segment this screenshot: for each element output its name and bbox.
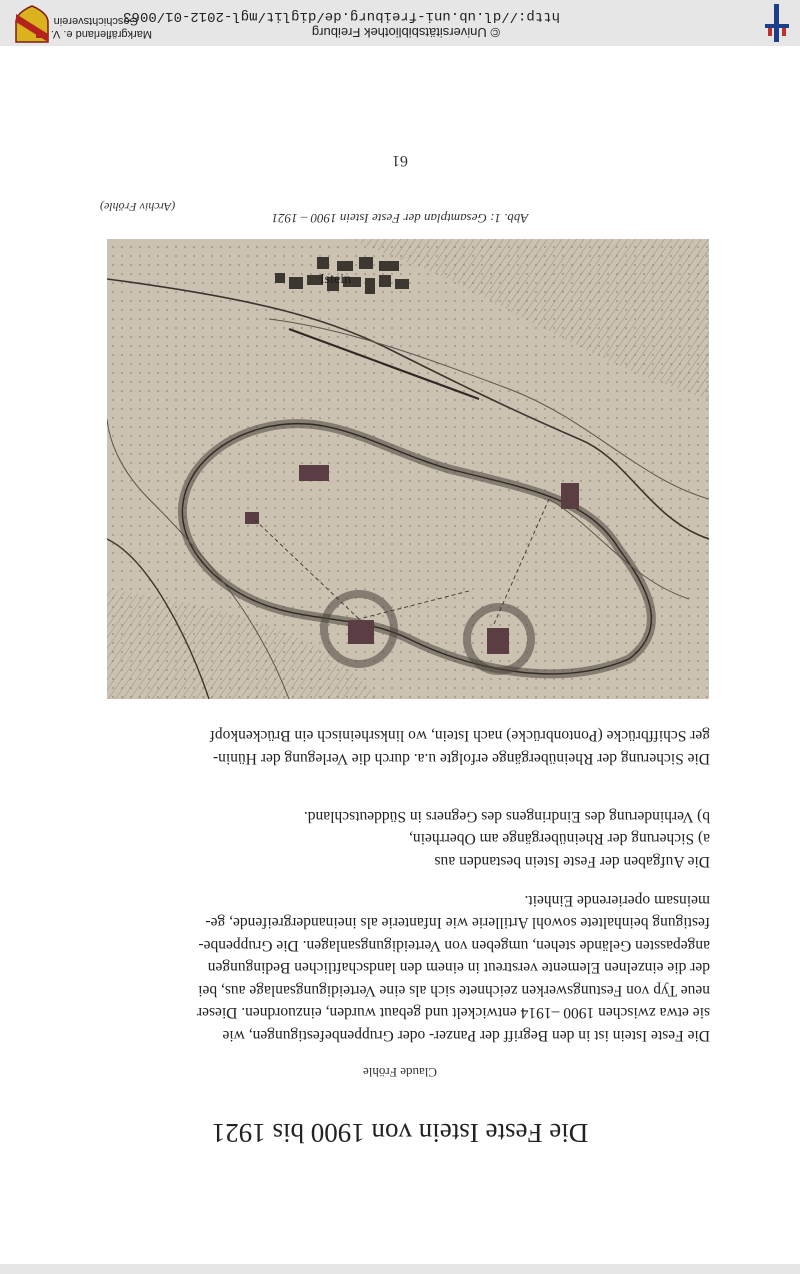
p2-line: ger Schiffbrücke (Pontonbrücke) nach Istein, wo linksrheinisch ein Brückenkopf xyxy=(209,727,710,745)
header-bar xyxy=(0,0,800,46)
tasks-intro: Die Aufgaben der Feste Istein bestanden aus xyxy=(434,853,710,870)
paragraph-2 xyxy=(105,724,710,769)
task-b: b) Verhinderung des Eindringens des Gegners in Süddeutschland. xyxy=(303,808,710,825)
map-village-label: Istein xyxy=(320,272,352,287)
task-a: a) Sicherung der Rheinübergänge am Oberrhein, xyxy=(409,830,710,848)
tasks-block xyxy=(105,805,710,873)
page-number: 61 xyxy=(392,152,408,169)
paragraph-1 xyxy=(105,889,710,1047)
figure-credit: (Archiv Fröhle) xyxy=(100,200,176,214)
figure-caption: Abb. 1: Gesamtplan der Feste Istein 1900 – 1921 xyxy=(271,211,529,226)
fortress-map xyxy=(107,239,709,699)
header-copyright: © Universitätsbibliothek Freiburg xyxy=(311,25,500,40)
society-crest-icon xyxy=(12,4,52,44)
society-name: Geschichtsverein xyxy=(53,15,138,27)
p1-line: sie etwa zwischen 1900 –1914 entwickelt und gebaut wurden, einzuordnen. Dieser xyxy=(196,1004,710,1022)
p1-line: neue Typ von Festungswerken zeichnete sich als eine Verteidigungsanlage aus, bei xyxy=(198,982,710,999)
article-title: Die Feste Istein von 1900 bis 1921 xyxy=(211,1118,589,1148)
header-url[interactable]: http://dl.ub.uni-freiburg.de/diglit/mgl-2012-01/0063 xyxy=(123,8,560,24)
p1-line: festigung beinhaltete sowohl Artillerie wie Infanterie als ineinandergreifende, ge- xyxy=(205,914,710,932)
article-author: Claude Fröhle xyxy=(363,1065,438,1080)
p1-line: angepassten Gelände stehen, umgeben von Verteidigungsanlagen. Die Gruppenbe- xyxy=(198,937,710,954)
p1-line: Die Feste Istein ist in den Begriff der Panzer- oder Gruppenbefestigungen, wie xyxy=(222,1027,710,1044)
p1-line: meinsam operierende Einheit. xyxy=(524,892,710,909)
society-name-2: Markgräflerland e. V. xyxy=(50,28,152,40)
p2-line: Die Sicherung der Rheinübergänge erfolgte u.a. durch die Verlegung der Hünin- xyxy=(213,750,710,767)
university-logo-icon xyxy=(762,4,792,42)
p1-line: der die einzelnen Elemente verstreut in einem den landschaftlichen Bedingungen xyxy=(207,959,710,977)
map-drawing xyxy=(107,239,709,699)
footer-bar xyxy=(0,1264,800,1274)
